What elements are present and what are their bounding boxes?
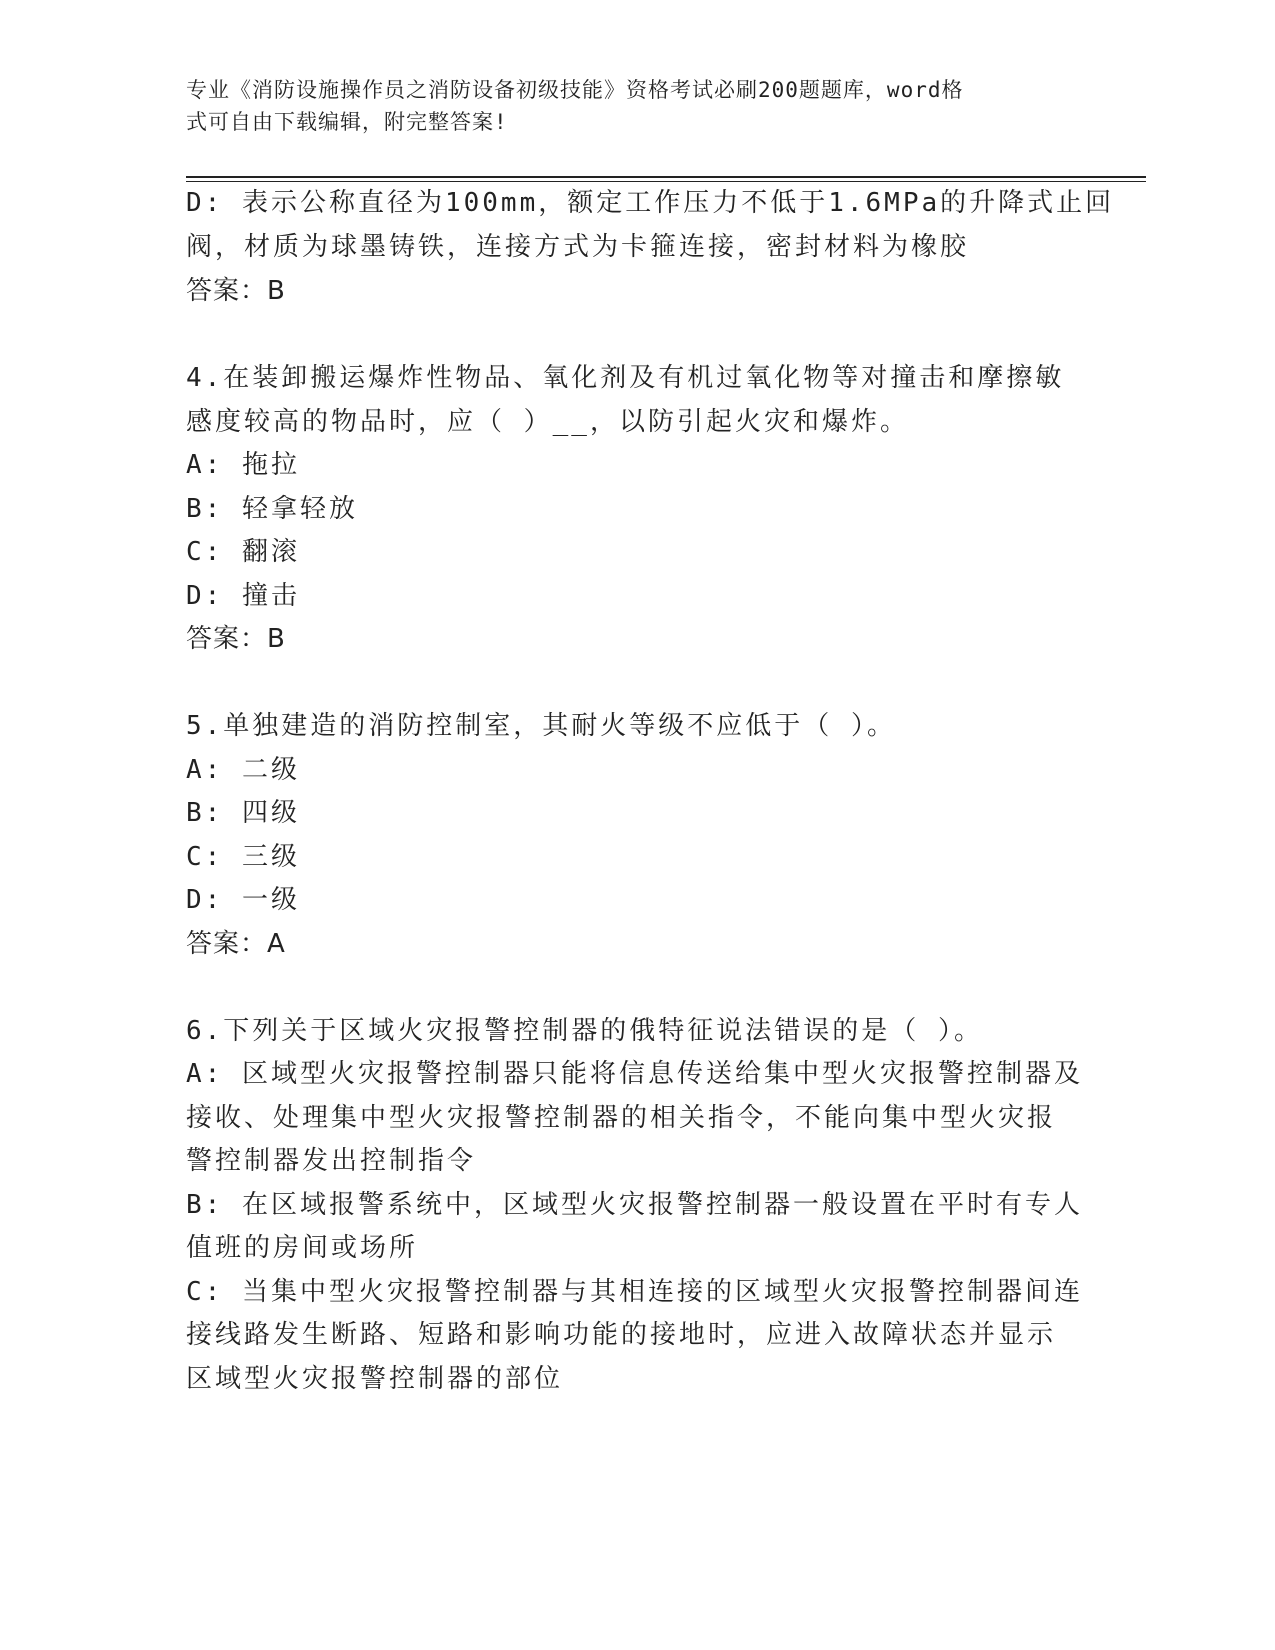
q5-answer: 答案：A [186, 929, 286, 959]
q4-answer: 答案：B [186, 624, 286, 654]
q4-option-c: C: 翻滚 [186, 537, 300, 567]
q5-stem: 5.单独建造的消防控制室，其耐火等级不应低于（ ）。 [186, 711, 896, 741]
header-title-line-1: 专业《消防设施操作员之消防设备初级技能》资格考试必刷200题题库，word格 [186, 78, 964, 102]
q5-option-b: B: 四级 [186, 798, 300, 828]
q3-answer: 答案：B [186, 276, 286, 306]
q5-option-d: D: 一级 [186, 885, 300, 915]
q6-option-c-line-1: C: 当集中型火灾报警控制器与其相连接的区域型火灾报警控制器间连 [186, 1277, 1083, 1307]
header-title-line-2: 式可自由下载编辑，附完整答案! [186, 110, 508, 134]
q4-option-d: D: 撞击 [186, 581, 300, 611]
q6-option-b-line-2: 值班的房间或场所 [186, 1233, 419, 1263]
q4-option-b: B: 轻拿轻放 [186, 494, 358, 524]
q4-stem-line-1: 4.在装卸搬运爆炸性物品、氧化剂及有机过氧化物等对撞击和摩擦敏 [186, 363, 1065, 393]
q5-option-a: A: 二级 [186, 755, 300, 785]
q6-option-c-line-2: 接线路发生断路、短路和影响功能的接地时，应进入故障状态并显示 [186, 1320, 1057, 1350]
q6-option-a-line-3: 警控制器发出控制指令 [186, 1146, 477, 1176]
q3-option-d-line-1: D: 表示公称直径为100mm，额定工作压力不低于1.6MPa的升降式止回 [186, 188, 1115, 218]
header-divider-thin [186, 181, 1146, 182]
q6-option-b-line-1: B: 在区域报警系统中，区域型火灾报警控制器一般设置在平时有专人 [186, 1190, 1083, 1220]
q4-option-a: A: 拖拉 [186, 450, 300, 480]
q6-option-c-line-3: 区域型火灾报警控制器的部位 [186, 1364, 564, 1394]
q6-stem: 6.下列关于区域火灾报警控制器的俄特征说法错误的是（ ）。 [186, 1016, 983, 1046]
q4-stem-line-2: 感度较高的物品时，应（ ）__，以防引起火灾和爆炸。 [186, 407, 909, 437]
page-header [186, 74, 1066, 138]
q5-option-c: C: 三级 [186, 842, 300, 872]
q6-option-a-line-1: A: 区域型火灾报警控制器只能将信息传送给集中型火灾报警控制器及 [186, 1059, 1083, 1089]
q3-option-d-line-2: 阀，材质为球墨铸铁，连接方式为卡箍连接，密封材料为橡胶 [186, 232, 970, 262]
q6-option-a-line-2: 接收、处理集中型火灾报警控制器的相关指令，不能向集中型火灾报 [186, 1103, 1057, 1133]
header-divider-thick [186, 176, 1146, 178]
